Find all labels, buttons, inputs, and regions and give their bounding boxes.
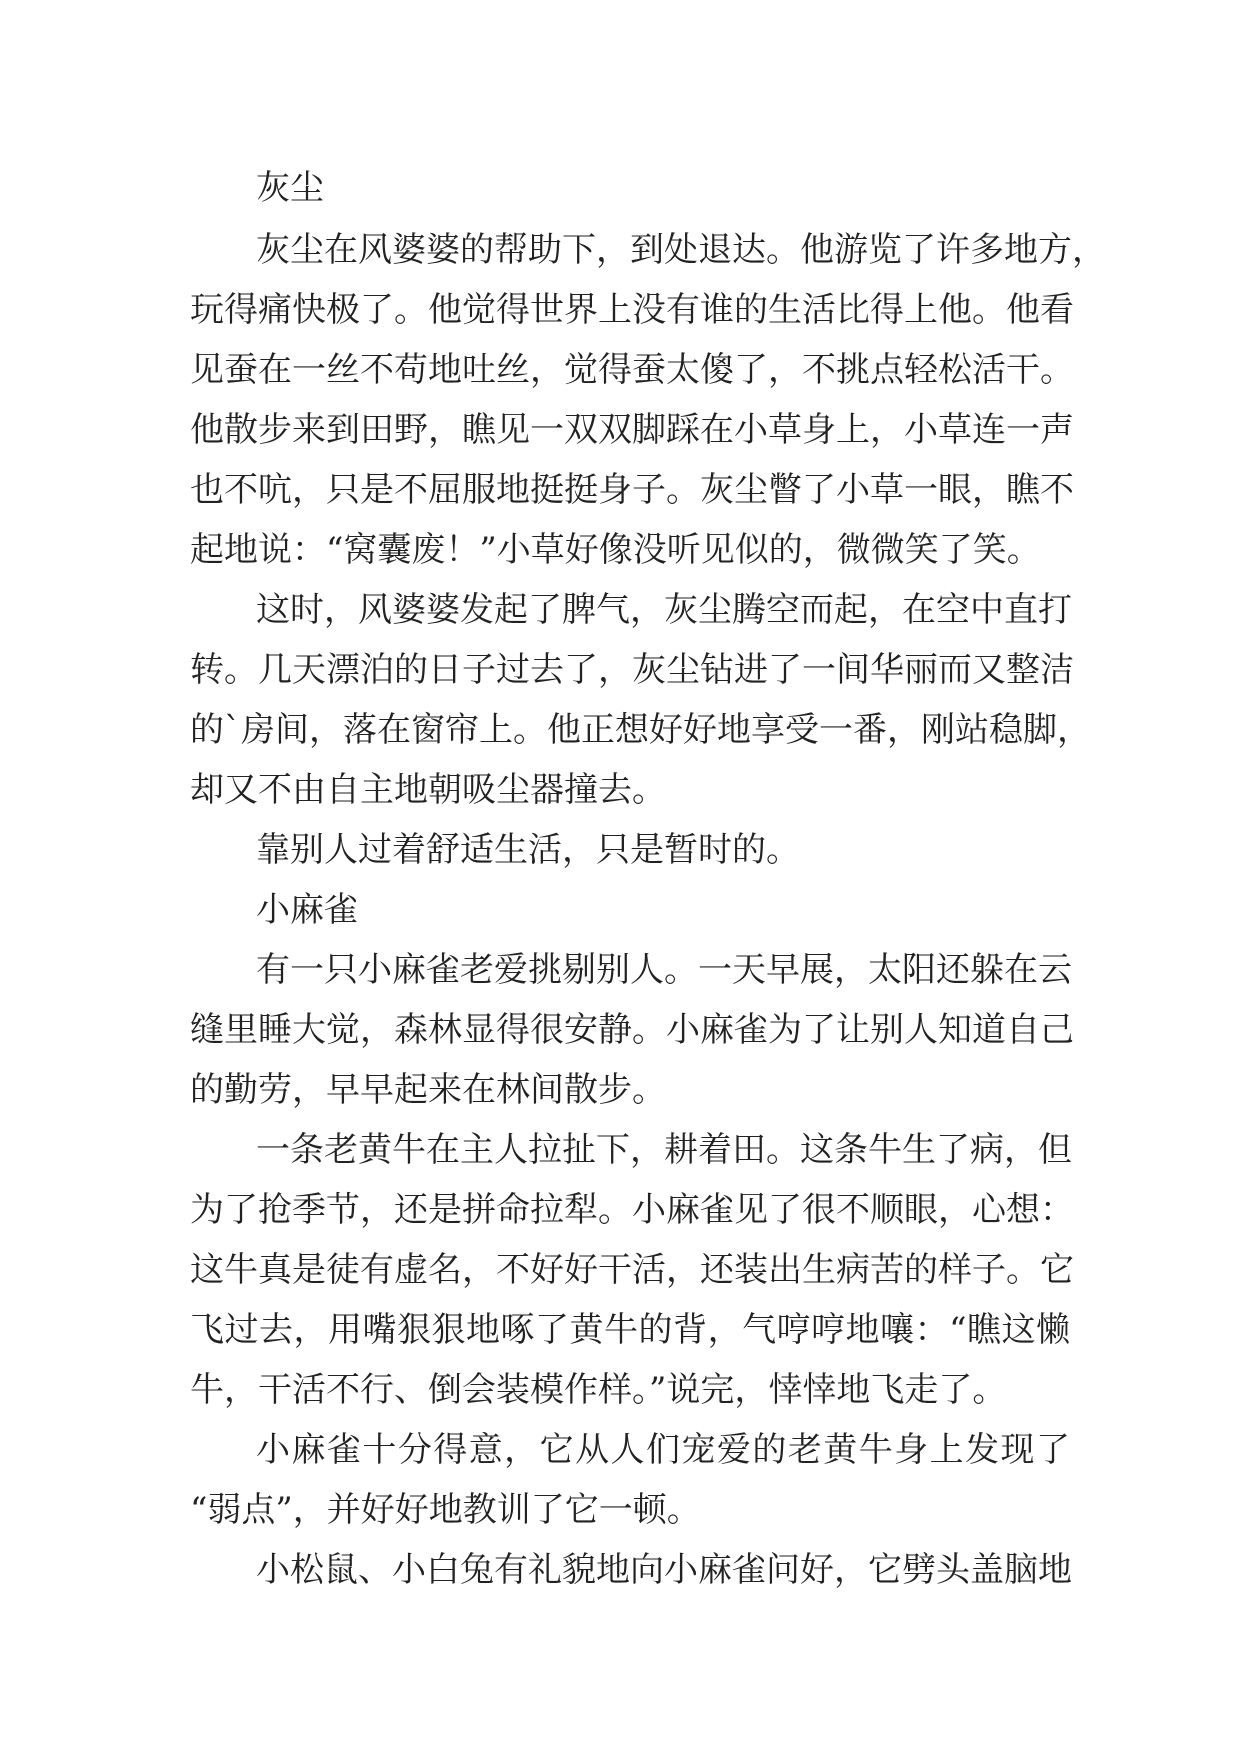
paragraph-line: 飞过去，用嘴狠狠地啄了黄牛的背，气哼哼地嚷：“瞧这懒 [190, 1310, 1070, 1350]
paragraph-line: 这时，风婆婆发起了脾气，灰尘腾空而起，在空中直打 [256, 590, 1072, 630]
paragraph-line: 灰尘在风婆婆的帮助下，到处退达。他游览了许多地方， [256, 230, 1106, 270]
paragraph-line: 小麻雀十分得意，它从人们宠爱的老黄牛身上发现了 [256, 1430, 1070, 1470]
paragraph-line: 转。几天漂泊的日子过去了，灰尘钻进了一间华丽而又整洁 [190, 650, 1074, 690]
paragraph-line: 这牛真是徒有虚名，不好好干活，还装出生病苦的样子。它 [190, 1250, 1074, 1290]
paragraph-line: 却又不由自主地朝吸尘器撞去。 [190, 770, 666, 810]
paragraph-line: 有一只小麻雀老爱挑剔别人。一天早展，太阳还躲在云 [256, 950, 1072, 990]
paragraph-line: 缝里睡大觉，森林显得很安静。小麻雀为了让别人知道自己 [190, 1010, 1074, 1050]
story-title-dust: 灰尘 [256, 168, 324, 208]
paragraph-line: 小松鼠、小白兔有礼貌地向小麻雀问好，它劈头盖脑地 [256, 1550, 1072, 1590]
paragraph-line: “弱点”，并好好地教训了它一顿。 [190, 1490, 701, 1530]
paragraph-line: 为了抢季节，还是拼命拉犁。小麻雀见了很不顺眼，心想： [190, 1190, 1074, 1230]
paragraph-line: 一条老黄牛在主人拉扯下，耕着田。这条牛生了病，但 [256, 1130, 1072, 1170]
paragraph-line: 也不吭，只是不屈服地挺挺身子。灰尘瞥了小草一眼，瞧不 [190, 470, 1074, 510]
paragraph-line: 起地说：“窝囊废！”小草好像没听见似的，微微笑了笑。 [190, 530, 1041, 570]
paragraph-line: 他散步来到田野，瞧见一双双脚踩在小草身上，小草连一声 [190, 410, 1074, 450]
paragraph-line: 的`房间，落在窗帘上。他正想好好地享受一番，刚站稳脚， [190, 710, 1091, 750]
paragraph-line: 牛，干活不行、倒会装模作样。”说完，悻悻地飞走了。 [190, 1370, 1007, 1410]
moral-line: 靠别人过着舒适生活，只是暂时的。 [256, 830, 800, 870]
paragraph-line: 见蚕在一丝不苟地吐丝，觉得蚕太傻了，不挑点轻松活干。 [190, 350, 1074, 390]
paragraph-line: 的勤劳，早早起来在林间散步。 [190, 1070, 666, 1110]
story-title-sparrow: 小麻雀 [256, 890, 358, 930]
paragraph-line: 玩得痛快极了。他觉得世界上没有谁的生活比得上他。他看 [190, 290, 1074, 330]
